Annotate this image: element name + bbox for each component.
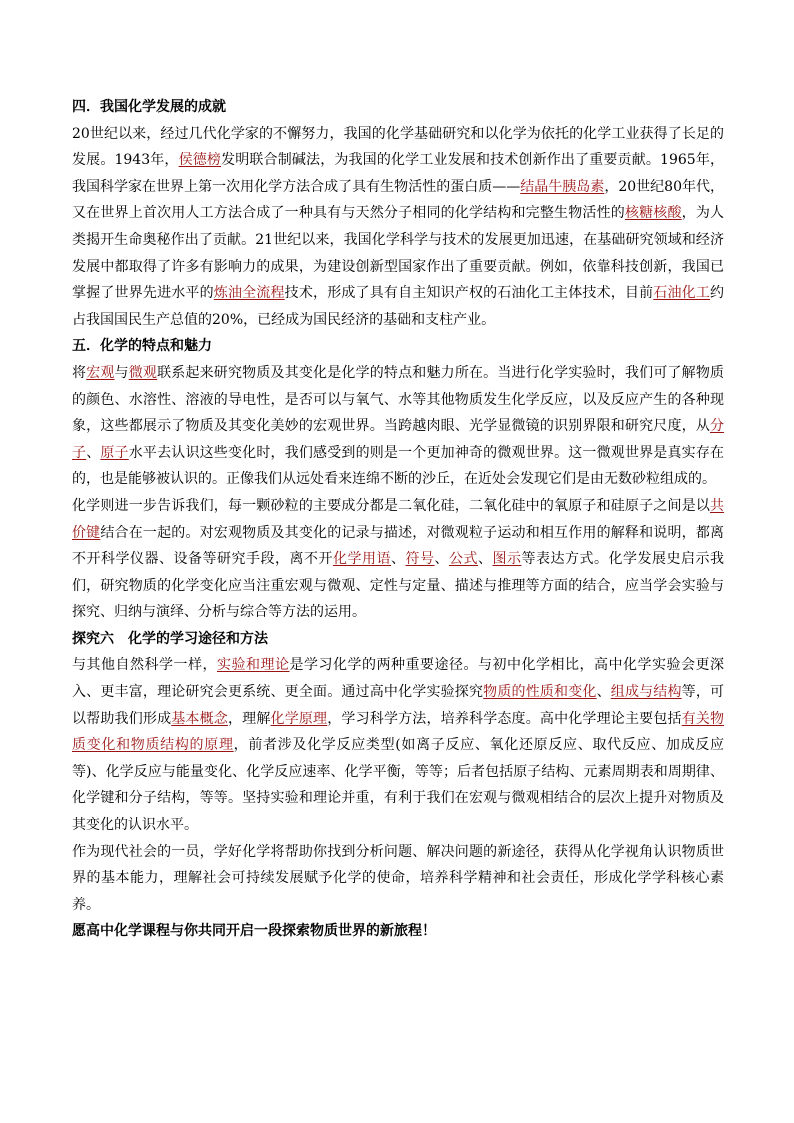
link-hou-debang[interactable]: 侯德榜 — [178, 152, 222, 169]
link-refining-process[interactable]: 炼油全流程 — [213, 285, 285, 302]
section-6-paragraph-1: 与其他自然科学一样，实验和理论是学习化学的两种重要途径。与初中化学相比，高中化学实验会更深入、更丰富，理论研究会更系统、更全面。通过高中化学实验探究物质的性质和变化、组成与结构等，可以帮助我们形成基本概念，理解化学原理，学习科学方法，培养科学态度。高中化学理论主要包括有关物质变化和物质结构的原理，前者涉及化学反应类型(如离子反应、氧化还原反应、取代反应、加成反应等)、化学反应与能量变化、化学反应速率、化学平衡，等等；后者包括原子结构、元素周期表和周期律、化学键和分子结构，等等。坚持实验和理论并重，有利于我们在宏观与微观相结合的层次上提升对物质及其变化的认识水平。 — [72, 657, 725, 834]
link-composition-structure[interactable]: 组成与结构 — [610, 684, 682, 701]
section-6-paragraph-2: 作为现代社会的一员，学好化学将帮助你找到分析问题、解决问题的新途径，获得从化学视角认识物质世界的基本能力，理解社会可持续发展赋予化学的使命，培养科学精神和社会责任，形成化学学科核心素养。 — [72, 843, 724, 913]
link-molecule[interactable]: 分子 — [72, 418, 724, 461]
link-diagrams[interactable]: 图示 — [492, 551, 522, 568]
link-petrochemical[interactable]: 石油化工 — [653, 285, 711, 302]
closing-sentence: 愿高中化学课程与你共同开启一段探索物质世界的新旅程！ — [72, 923, 436, 940]
link-rna[interactable]: 核糖核酸 — [624, 205, 682, 222]
section-4-paragraph: 20世纪以来，经过几代化学家的不懈努力，我国的化学基础研究和以化学为依托的化学工业获得了长足的发展。1943年，侯德榜发明联合制碱法，为我国的化学工业发展和技术创新作出了重要贡献。1965年，我国科学家在世界上第一次用化学方法合成了具有生物活性的蛋白质——结晶牛胰岛素，20世纪80年代，又在世界上首次用人工方法合成了一种具有与天然分子相同的化学结构和完整生物活性的核糖核酸，为人类揭开生命奥秘作出了贡献。21世纪以来，我国化学科学与技术的发展更加迅速，在基础研究领域和经济发展中都取得了许多有影响力的成果，为建设创新型国家作出了重要贡献。例如，依靠科技创新，我国已掌握了世界先进水平的炼油全流程技术，形成了具有自主知识产权的石油化工主体技术，目前石油化工约占我国国民生产总值的20%，已经成为国民经济的基础和支柱产业。 — [72, 125, 725, 328]
link-basic-concepts[interactable]: 基本概念 — [171, 710, 228, 727]
link-insulin[interactable]: 结晶牛胰岛素 — [520, 178, 605, 195]
section-6-heading: 探究六 化学的学习途径和方法 — [72, 630, 268, 647]
section-5-paragraph-1: 将宏观与微观联系起来研究物质及其变化是化学的特点和魅力所在。当进行化学实验时，我们可了解物质的颜色、水溶性、溶液的导电性，是否可以与氧气、水等其他物质发生化学反应，以及反应产生的各种现象，这些都展示了物质及其变化美妙的宏观世界。当跨越肉眼、光学显微镜的识别界限和研究尺度，从分子、原子水平去认识这些变化时，我们感受到的则是一个更加神奇的微观世界。这一微观世界是真实存在的，也是能够被认识的。正像我们从远处看来连绵不断的沙丘，在近处会发现它们是由无数砂粒组成的。 — [72, 364, 725, 488]
link-chemical-terms[interactable]: 化学用语 — [333, 551, 391, 568]
link-atom[interactable]: 原子 — [100, 444, 129, 461]
section-4-heading: 四．我国化学发展的成就 — [72, 99, 226, 115]
section-5-heading: 五．化学的特点和魅力 — [72, 338, 212, 355]
document-page — [72, 94, 724, 945]
section-5-paragraph-2: 化学则进一步告诉我们，每一颗砂粒的主要成分都是二氧化硅，二氧化硅中的氧原子和硅原子之间是以共价键结合在一起的。对宏观物质及其变化的记录与描述，对微观粒子运动和相互作用的解释和说明，都离不开科学仪器、设备等研究手段，离不开化学用语、符号、公式、图示等表达方式。化学发展史启示我们，研究物质的化学变化应当注重宏观与微观、定性与定量、描述与推理等方面的结合，应当学会实验与探究、归纳与演绎、分析与综合等方法的运用。 — [72, 497, 725, 621]
link-covalent-bond[interactable]: 共价键 — [72, 497, 724, 541]
link-chemical-principles[interactable]: 化学原理 — [270, 710, 328, 727]
link-formulas[interactable]: 公式 — [449, 551, 478, 568]
link-macro[interactable]: 宏观 — [86, 364, 115, 381]
link-experiment-theory[interactable]: 实验和理论 — [217, 657, 290, 674]
link-micro[interactable]: 微观 — [128, 364, 158, 381]
link-symbols[interactable]: 符号 — [405, 551, 435, 568]
link-change-structure-principles[interactable]: 有关物质变化和物质结构的原理 — [72, 710, 725, 754]
link-properties-changes[interactable]: 物质的性质和变化 — [483, 684, 597, 701]
